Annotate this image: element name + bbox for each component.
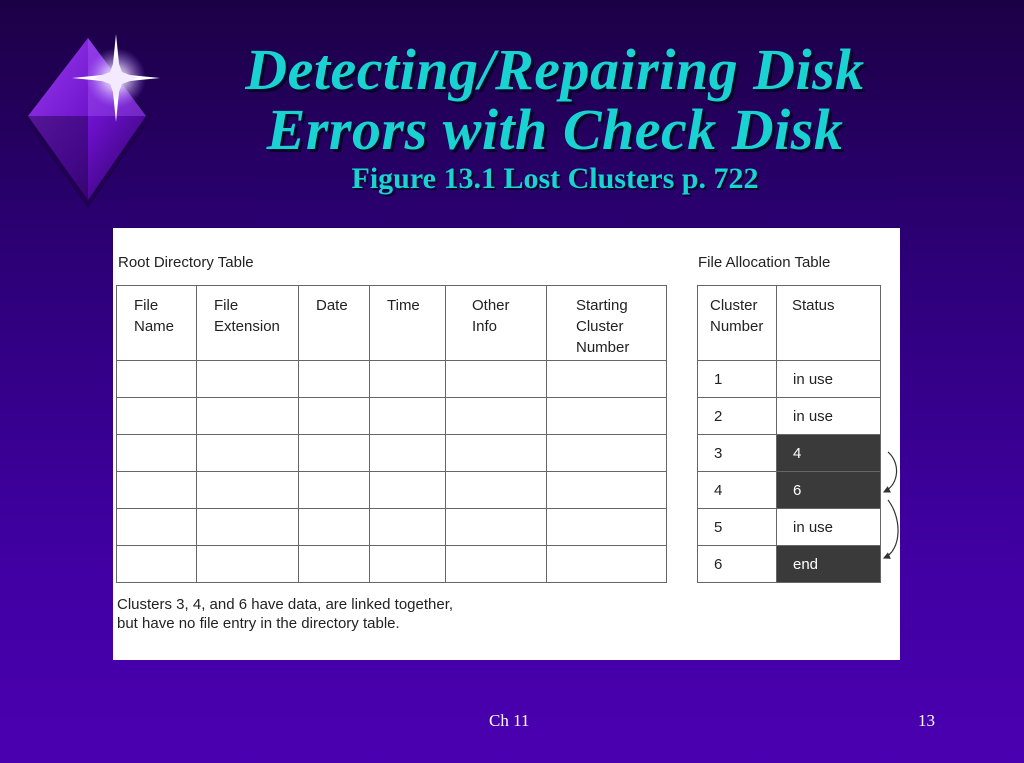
- table-cell: [547, 472, 667, 509]
- table-cell: [197, 509, 299, 546]
- col-header-label: Starting Cluster Number: [576, 297, 630, 356]
- col-header-other-info: [446, 286, 547, 361]
- col-header-file-extension: [197, 286, 299, 361]
- table-cell: [446, 546, 547, 583]
- table-cell: [117, 546, 197, 583]
- slide-title-line2: Errors with Check Disk: [266, 97, 844, 162]
- diamond-star-logo-icon: [18, 26, 168, 212]
- col-header-label: Time: [387, 297, 420, 314]
- table-cell: [547, 398, 667, 435]
- table-cell: [117, 361, 197, 398]
- root-directory-table: [116, 285, 667, 583]
- table-row: [117, 435, 667, 472]
- table-cell: [547, 361, 667, 398]
- fat-cluster-cell: 5: [698, 509, 777, 546]
- fat-status-cell: end: [777, 546, 881, 583]
- table-cell: [446, 435, 547, 472]
- col-header-label: Status: [792, 297, 835, 314]
- col-header-starting-cluster: [547, 286, 667, 361]
- table-row: [117, 398, 667, 435]
- col-header-status: [777, 286, 881, 361]
- fat-status-cell: in use: [777, 361, 881, 398]
- fat-row: [698, 435, 881, 472]
- table-cell: [547, 435, 667, 472]
- table-cell: [370, 509, 446, 546]
- table-cell: [197, 472, 299, 509]
- table-cell: [117, 509, 197, 546]
- table-cell: [370, 546, 446, 583]
- table-cell: [117, 472, 197, 509]
- fat-cluster-cell: 1: [698, 361, 777, 398]
- table-cell: [197, 546, 299, 583]
- fat-cluster-cell: 3: [698, 435, 777, 472]
- fat-row: [698, 361, 881, 398]
- table-cell: [299, 472, 370, 509]
- lost-clusters-figure: [113, 228, 900, 660]
- col-header-label: File Extension: [214, 297, 280, 335]
- table-cell: [197, 361, 299, 398]
- fat-cluster-cell: 4: [698, 472, 777, 509]
- cluster-link-arrows-icon: [878, 438, 900, 568]
- table-cell: [370, 472, 446, 509]
- fat-header-row: [698, 286, 881, 361]
- table-cell: [547, 509, 667, 546]
- fat-status-cell: 6: [777, 472, 881, 509]
- table-cell: [446, 509, 547, 546]
- table-cell: [547, 546, 667, 583]
- col-header-label: File Name: [134, 297, 175, 335]
- table-cell: [299, 509, 370, 546]
- fat-status-cell: in use: [777, 398, 881, 435]
- fat-status-cell: in use: [777, 509, 881, 546]
- footer-chapter: Ch 11: [489, 711, 530, 730]
- table-cell: [446, 361, 547, 398]
- table-cell: [299, 435, 370, 472]
- table-cell: [299, 361, 370, 398]
- fat-cluster-cell: 2: [698, 398, 777, 435]
- table-cell: [299, 546, 370, 583]
- table-cell: [370, 361, 446, 398]
- root-directory-header-row: [117, 286, 667, 361]
- fat-row: [698, 472, 881, 509]
- fat-row: [698, 398, 881, 435]
- col-header-time: [370, 286, 446, 361]
- col-header-label: Other Info: [472, 297, 510, 335]
- figure-note-line1: Clusters 3, 4, and 6 have data, are linked together,: [117, 596, 454, 613]
- table-cell: [117, 435, 197, 472]
- fat-row: [698, 509, 881, 546]
- fat-caption: File Allocation Table: [698, 254, 831, 271]
- table-cell: [117, 398, 197, 435]
- root-directory-caption: Root Directory Table: [118, 254, 254, 271]
- figure-note: [117, 595, 453, 633]
- table-cell: [370, 435, 446, 472]
- table-row: [117, 361, 667, 398]
- slide-title-line1: Detecting/Repairing Disk: [245, 37, 865, 102]
- table-cell: [446, 398, 547, 435]
- slide-subtitle: Figure 13.1 Lost Clusters p. 722: [351, 162, 759, 195]
- slide-number: 13: [918, 711, 935, 730]
- file-allocation-table: [697, 285, 881, 583]
- col-header-file-name: [117, 286, 197, 361]
- table-row: [117, 546, 667, 583]
- col-header-label: Cluster Number: [710, 297, 764, 335]
- table-row: [117, 509, 667, 546]
- fat-row: [698, 546, 881, 583]
- col-header-date: [299, 286, 370, 361]
- table-cell: [370, 398, 446, 435]
- fat-status-cell: 4: [777, 435, 881, 472]
- table-cell: [446, 472, 547, 509]
- col-header-cluster-number: [698, 286, 777, 361]
- fat-cluster-cell: 6: [698, 546, 777, 583]
- table-row: [117, 472, 667, 509]
- figure-note-line2: but have no file entry in the directory table.: [117, 615, 400, 632]
- table-cell: [299, 398, 370, 435]
- table-cell: [197, 435, 299, 472]
- table-cell: [197, 398, 299, 435]
- col-header-label: Date: [316, 297, 348, 314]
